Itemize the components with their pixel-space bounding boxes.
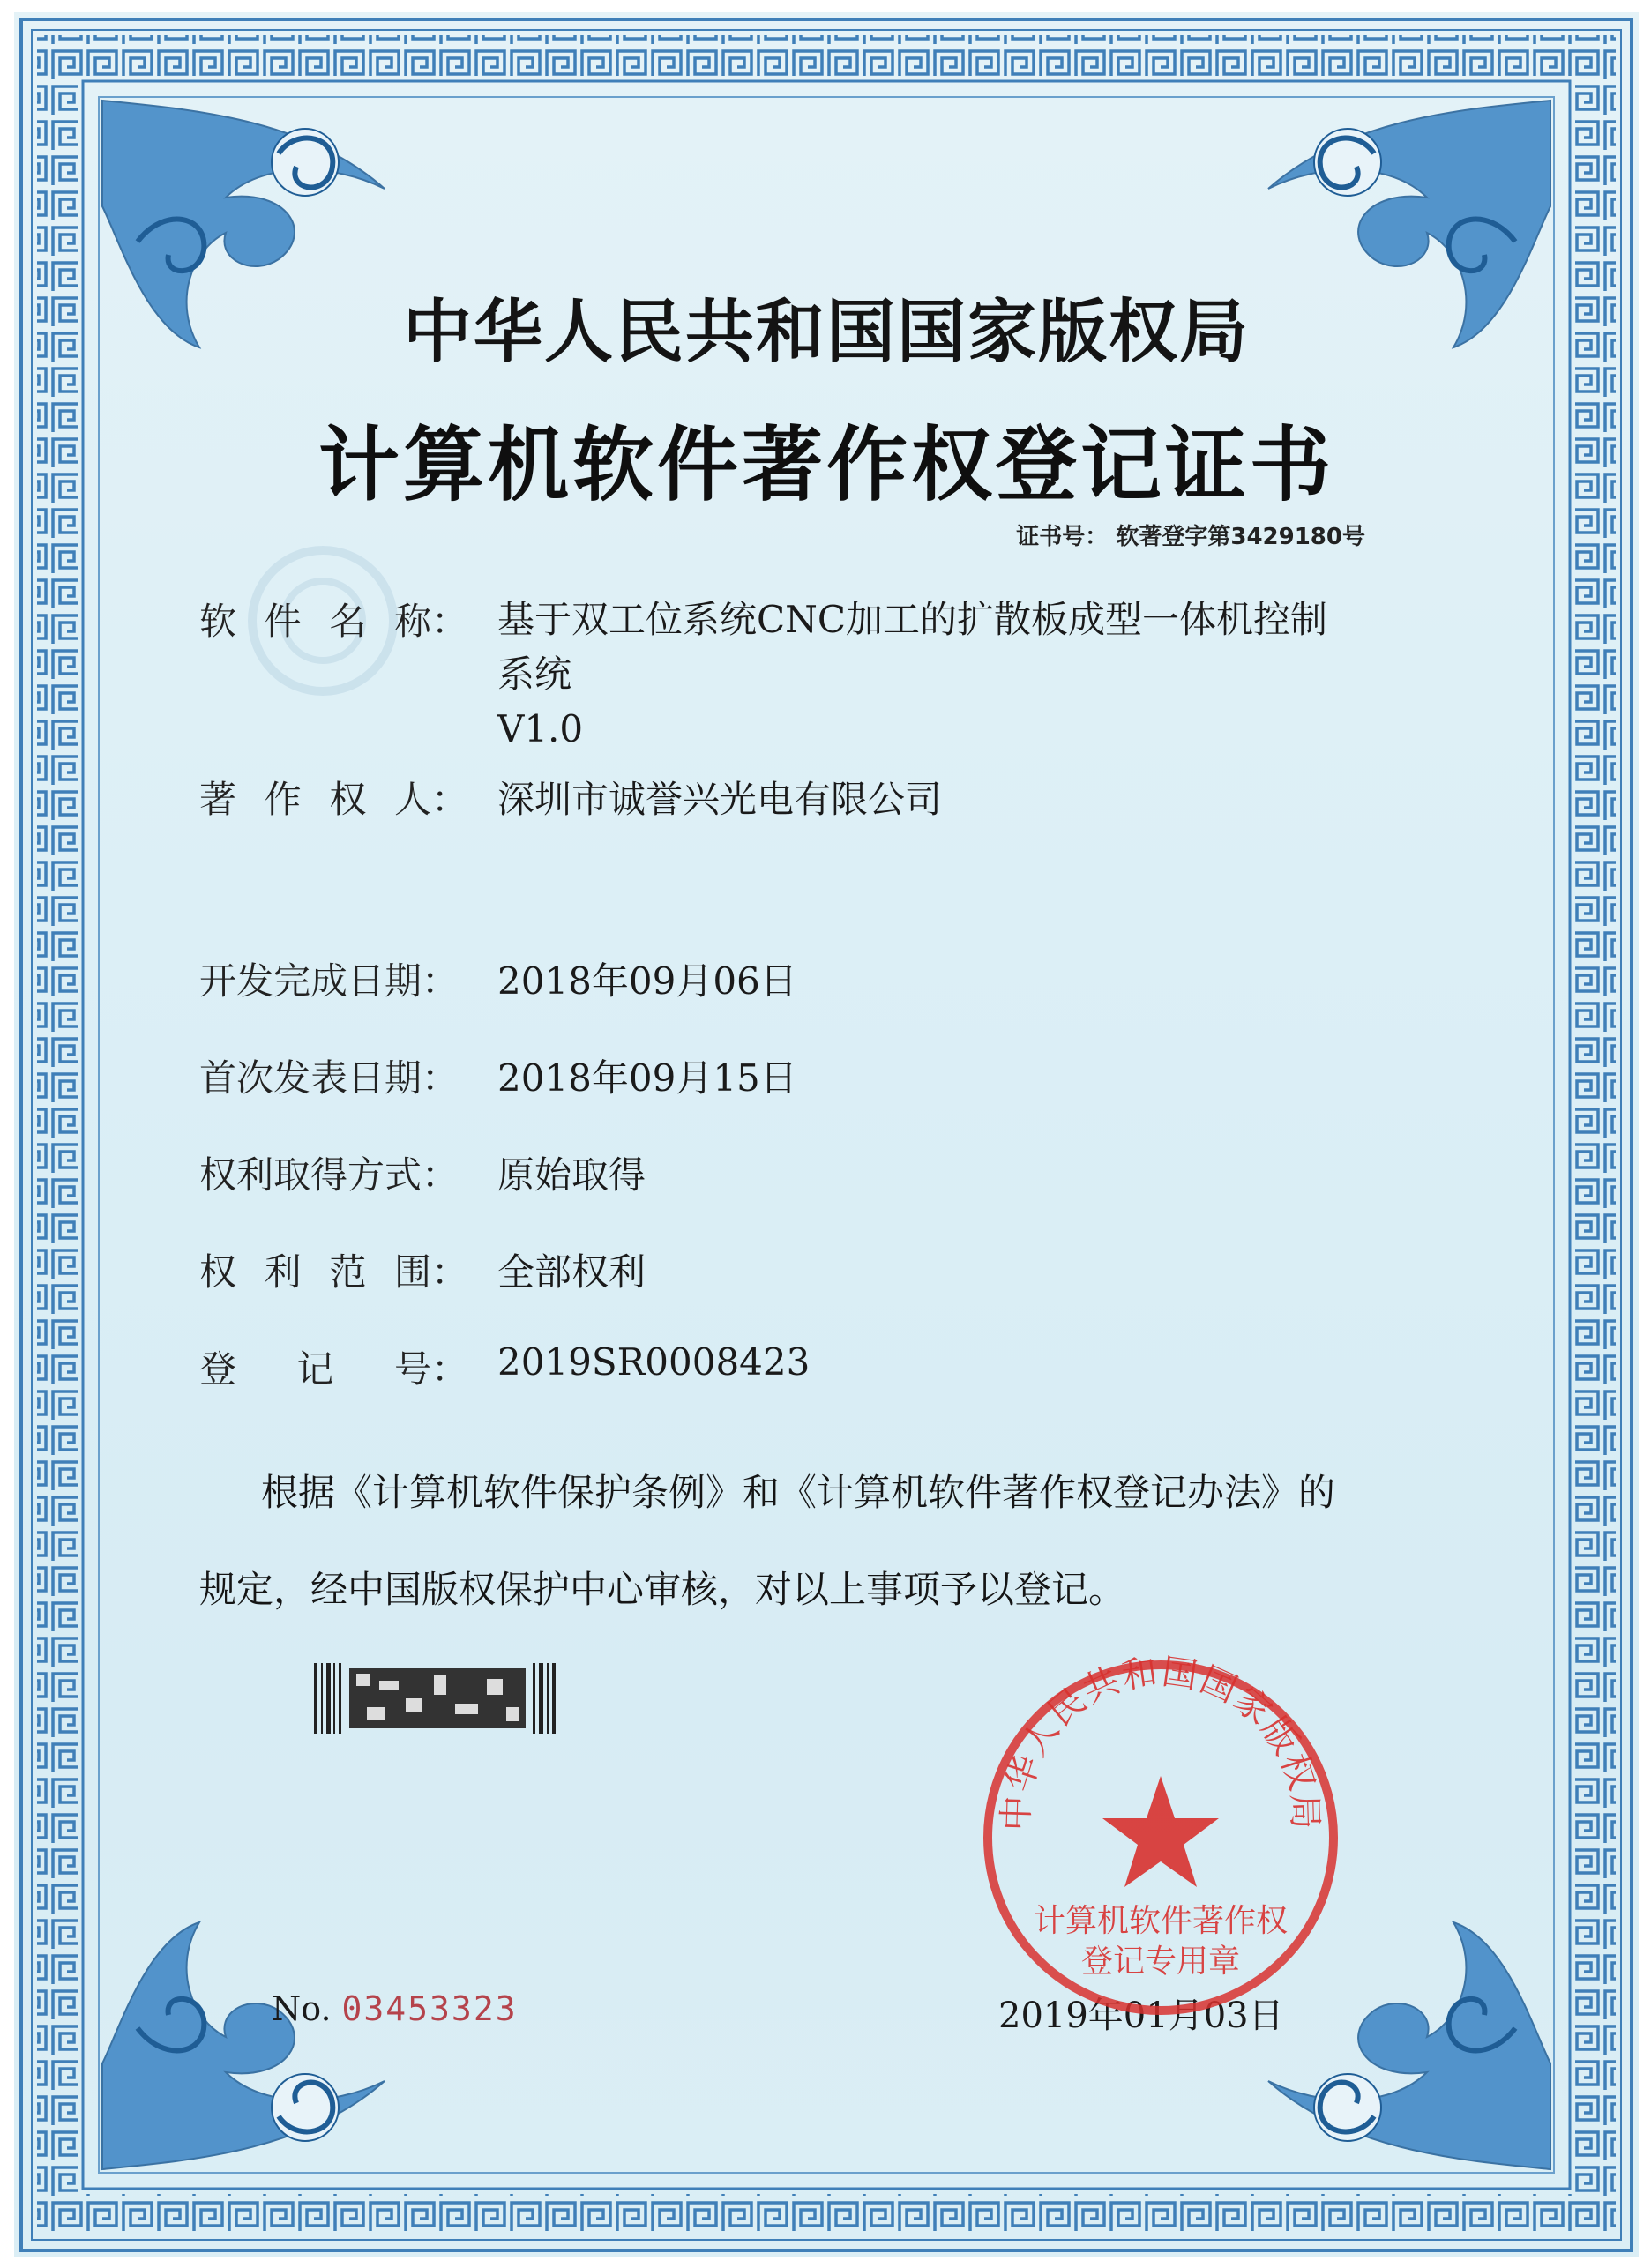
statement-line-2: 规定，经中国版权保护中心审核，对以上事项予以登记。 xyxy=(199,1568,1126,1611)
field-label: 权 利 范 围： xyxy=(199,1250,468,1294)
seal-line-1: 计算机软件著作权 xyxy=(1033,1903,1289,1939)
serial-prefix: No. xyxy=(272,1989,332,2028)
field-value: 原始取得 xyxy=(497,1153,646,1197)
field-label: 开发完成日期： xyxy=(199,959,459,1003)
field-value: 2019SR0008423 xyxy=(497,1340,811,1384)
field-value: 2018年09月06日 xyxy=(497,959,797,1003)
seal-line-2: 登记专用章 xyxy=(1080,1943,1241,1980)
barcode xyxy=(314,1663,561,1734)
field-label: 权利取得方式： xyxy=(199,1153,459,1197)
field-label: 首次发表日期： xyxy=(199,1056,459,1100)
official-seal xyxy=(967,1644,1355,2032)
statement-line-1: 根据《计算机软件保护条例》和《计算机软件著作权登记办法》的 xyxy=(261,1471,1336,1514)
serial-number: 03453323 xyxy=(341,1989,518,2028)
certificate-number: 证书号： 软著登字第3429180号 xyxy=(1016,524,1365,550)
certificate xyxy=(14,12,1639,2257)
field-value: 全部权利 xyxy=(497,1250,646,1294)
serial-number-row xyxy=(272,1989,518,2028)
software-name-line-2: 系统 xyxy=(497,653,572,696)
field-label: 著 作 权 人： xyxy=(199,778,468,821)
field-label: 软 件 名 称： xyxy=(199,600,468,643)
field-value: 2018年09月15日 xyxy=(497,1056,797,1100)
field-value xyxy=(497,593,1327,757)
software-name-line-1: 基于双工位系统CNC加工的扩散板成型一体机控制 xyxy=(497,598,1328,641)
seal-star-icon xyxy=(1102,1776,1219,1887)
field-value: 深圳市诚誉兴光电有限公司 xyxy=(497,778,943,821)
software-version: V1.0 xyxy=(497,707,584,750)
seal-ring-text: 中华人民共和国国家版权局 xyxy=(996,1652,1326,1832)
certificate-title: 计算机软件著作权登记证书 xyxy=(318,417,1334,512)
field-label: 登 记 号： xyxy=(199,1347,468,1391)
issuer-title: 中华人民共和国国家版权局 xyxy=(402,293,1250,372)
issue-date: 2019年01月03日 xyxy=(998,1996,1284,2036)
